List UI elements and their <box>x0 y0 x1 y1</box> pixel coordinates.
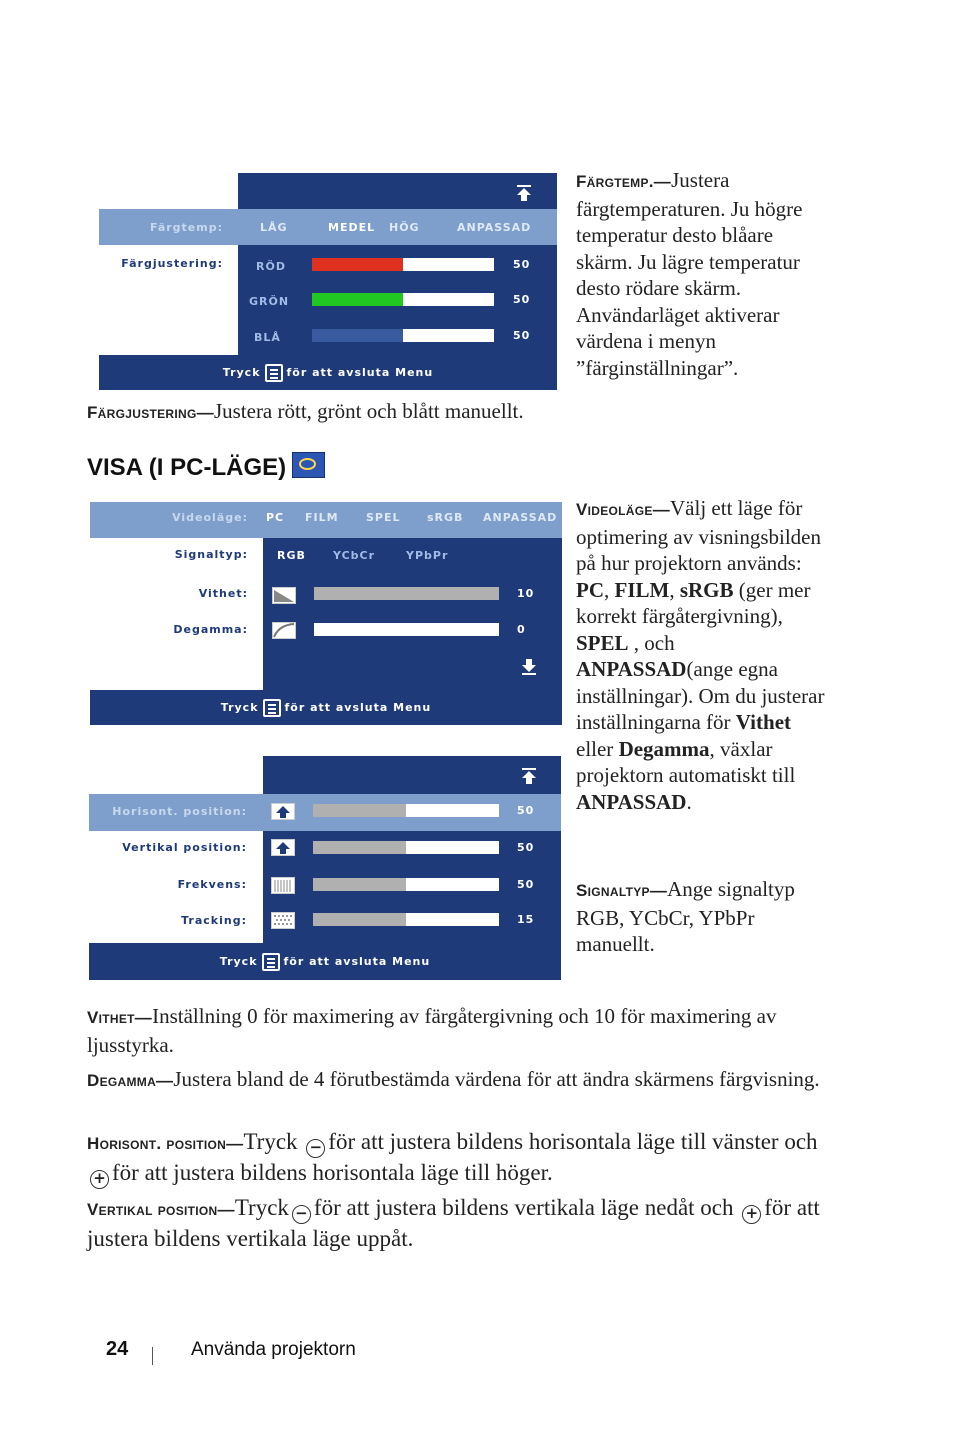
osd-color-menu <box>99 173 557 390</box>
plus-button-icon: + <box>742 1205 761 1224</box>
scroll-down-icon <box>520 658 538 676</box>
vithet-value: 10 <box>517 587 535 600</box>
menu-button-icon <box>263 699 281 717</box>
horis-term: Horisont. position— <box>87 1134 244 1153</box>
horizontal-position-value: 50 <box>517 804 535 817</box>
signal-type-label: Signaltyp: <box>174 548 248 561</box>
signaltyp-term: Signaltyp— <box>576 881 668 900</box>
video-mode-film[interactable]: FILM <box>305 511 339 524</box>
footer-press-text: Tryck <box>219 955 258 968</box>
fargtemp-description <box>576 167 826 381</box>
horizontal-position-label: Horisont. position: <box>112 805 247 818</box>
degamma-label: Degamma: <box>173 623 248 636</box>
footer-press-text: Tryck <box>220 701 259 714</box>
frequency-value: 50 <box>517 878 535 891</box>
color-temp-label: Färgtemp: <box>149 221 223 234</box>
menu-button-icon <box>262 953 280 971</box>
degamma-icon <box>272 622 296 639</box>
video-mode-custom[interactable]: ANPASSAD <box>483 511 558 524</box>
scroll-up-icon <box>515 184 533 202</box>
red-value: 50 <box>513 258 531 271</box>
signaltyp-body: Ange signaltyp RGB, YCbCr, YPbPr manuellt. <box>576 877 795 956</box>
horisont-description: Horisont. position—Tryck − för att justera bildens horisontala läge till vänster och + för att justera bildens horisontala läge till höger. <box>87 1129 818 1187</box>
section-title: VISA (I PC-LÄGE) <box>87 452 325 482</box>
vithet-slider[interactable] <box>314 587 499 600</box>
fargtemp-body: Justera färgtemperaturen. Ju högre temperatur desto blåare skärm. Ju lägre temperatur desto rödare skärm. Användarläget aktiverar värdena i menyn ”färginställningar”. <box>576 168 803 380</box>
video-mode-label: Videoläge: <box>172 511 248 524</box>
frequency-slider[interactable] <box>313 878 499 891</box>
footer-press-text: Tryck <box>222 366 261 379</box>
fargjust-term: Färgjustering— <box>87 403 214 422</box>
signal-ycbcr[interactable]: YCbCr <box>333 549 376 562</box>
osd-footer <box>89 944 561 979</box>
osd-position-menu <box>89 756 561 980</box>
degamma-value: 0 <box>517 623 526 636</box>
videolage-description: Videoläge—Välj ett läge för optimering av visningsbilden på hur projektorn används: PC, FILM, sRGB (ger mer korrekt färgåtergivning), SPEL , och ANPASSAD(ange egna inställningar). Om du justerar inställningarna för Vithet eller Degamma, växlar projektorn automatiskt till ANPASSAD. <box>576 496 825 814</box>
fargjust-body: Justera rött, grönt och blått manuellt. <box>213 399 524 423</box>
degamma-slider[interactable] <box>314 623 499 636</box>
vithet-icon <box>272 587 296 604</box>
vithet-description <box>87 1003 827 1058</box>
videolage-term: Videoläge— <box>576 500 671 519</box>
footer-divider <box>152 1347 153 1365</box>
minus-button-icon: − <box>306 1139 325 1158</box>
osd-footer <box>90 690 562 725</box>
minus-button-icon: − <box>292 1205 311 1224</box>
menu-button-icon <box>265 364 283 382</box>
tracking-value: 15 <box>517 913 535 926</box>
color-temp-option-high[interactable]: HÖG <box>389 221 420 234</box>
horizontal-position-icon <box>271 803 295 820</box>
osd-footer <box>99 355 557 390</box>
page-number: 24 <box>106 1338 129 1360</box>
vertical-position-slider[interactable] <box>313 841 499 854</box>
blue-value: 50 <box>513 329 531 342</box>
red-label: RÖD <box>256 260 286 273</box>
video-mode-srgb[interactable]: sRGB <box>427 511 464 524</box>
scroll-up-icon <box>520 767 538 785</box>
color-temp-option-custom[interactable]: ANPASSAD <box>457 221 532 234</box>
vithet-body: Inställning 0 för maximering av färgåtergivning och 10 för maximering av ljusstyrka. <box>87 1004 777 1057</box>
horizontal-position-slider[interactable] <box>313 804 499 817</box>
footer-exit-text: för att avsluta Menu <box>286 366 434 379</box>
vertikal-description: Vertikal position—Tryck − för att justera bildens vertikala läge nedåt och + för att justera bildens vertikala läge uppåt. <box>87 1195 820 1251</box>
footer-exit-text: för att avsluta Menu <box>284 701 432 714</box>
degamma-description <box>87 1066 827 1095</box>
tracking-label: Tracking: <box>181 914 247 927</box>
frequency-label: Frekvens: <box>177 878 247 891</box>
pc-mode-icon <box>292 452 325 478</box>
signaltyp-description <box>576 876 828 958</box>
vert-term: Vertikal position— <box>87 1200 235 1219</box>
color-adjust-label: Färgjustering: <box>121 257 223 270</box>
plus-button-icon: + <box>90 1170 109 1189</box>
color-temp-option-low[interactable]: LÅG <box>260 221 288 234</box>
degamma-body: Justera bland de 4 förutbestämda värdena för att ändra skärmens färgvisning. <box>173 1067 820 1091</box>
osd-video-menu <box>90 502 562 725</box>
tracking-slider[interactable] <box>313 913 499 926</box>
tracking-icon <box>271 912 295 929</box>
fargtemp-term: Färgtemp.— <box>576 172 672 191</box>
vertical-position-icon <box>271 839 295 856</box>
vertical-position-label: Vertikal position: <box>122 841 247 854</box>
blue-slider[interactable] <box>312 329 494 342</box>
vertical-position-value: 50 <box>517 841 535 854</box>
frequency-icon <box>271 877 295 894</box>
chapter-title: Använda projektorn <box>191 1339 356 1360</box>
color-temp-option-medium[interactable]: MEDEL <box>328 221 376 234</box>
fargjustering-description <box>87 398 787 427</box>
video-mode-spel[interactable]: SPEL <box>366 511 401 524</box>
green-value: 50 <box>513 293 531 306</box>
signal-ypbpr[interactable]: YPbPr <box>406 549 449 562</box>
video-mode-pc[interactable]: PC <box>266 511 285 524</box>
signal-rgb[interactable]: RGB <box>277 549 306 562</box>
footer-exit-text: för att avsluta Menu <box>283 955 431 968</box>
green-slider[interactable] <box>312 293 494 306</box>
vithet-term: Vithet— <box>87 1008 153 1027</box>
red-slider[interactable] <box>312 258 494 271</box>
green-label: GRÖN <box>249 295 290 308</box>
degamma-term: Degamma— <box>87 1071 174 1090</box>
vithet-label: Vithet: <box>198 587 248 600</box>
blue-label: BLÅ <box>254 331 281 344</box>
